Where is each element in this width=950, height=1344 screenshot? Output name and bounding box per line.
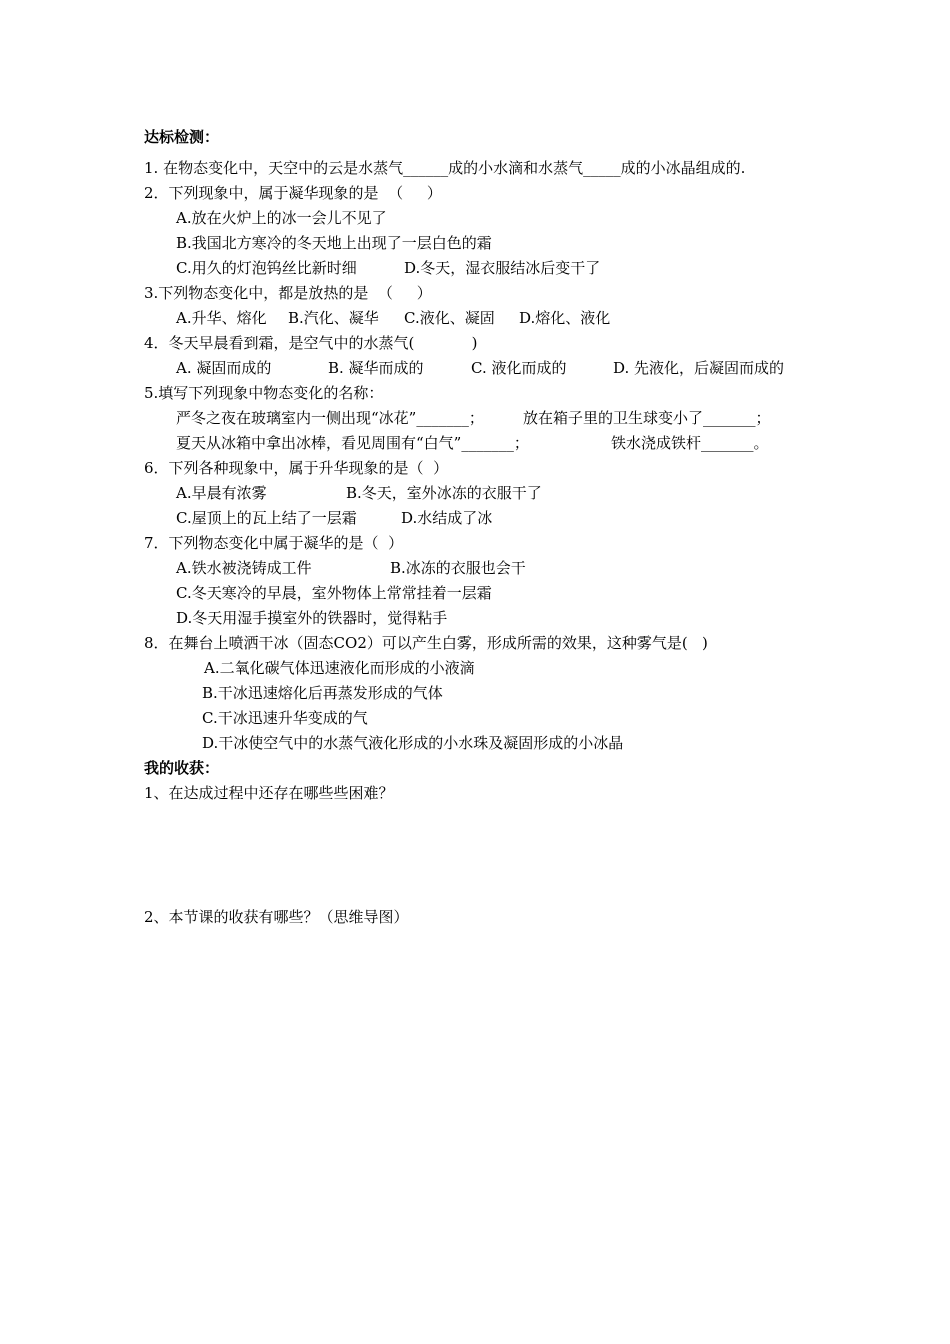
question-8-option-a: A.二氧化碳气体迅速液化而形成的小液滴 <box>204 659 475 677</box>
question-8-option-b: B.干冰迅速熔化后再蒸发形成的气体 <box>202 684 443 702</box>
question-4-option-d: D. 先液化，后凝固而成的 <box>613 359 785 377</box>
question-7-stem: 7．下列物态变化中属于凝华的是（ ） <box>144 534 404 552</box>
question-2-option-b: B.我国北方寒冷的冬天地上出现了一层白色的霜 <box>176 234 492 252</box>
question-8-option-d: D.干冰使空气中的水蒸气液化形成的小水珠及凝固形成的小冰晶 <box>202 734 624 752</box>
question-2-option-d: D.冬天，湿衣服结冰后变干了 <box>404 259 601 277</box>
question-6-option-c: C.屋顶上的瓦上结了一层霜 <box>176 509 357 527</box>
section-title-test: 达标检测： <box>144 128 220 146</box>
harvest-question-2: 2、本节课的收获有哪些？（思维导图） <box>144 908 409 926</box>
question-5-blank-mothball: 放在箱子里的卫生球变小了_______； <box>523 409 771 427</box>
question-4-option-c: C. 液化而成的 <box>471 359 567 377</box>
question-8-option-c: C.干冰迅速升华变成的气 <box>202 709 368 727</box>
question-6-option-a: A.早晨有浓雾 <box>176 484 267 502</box>
question-6-option-b: B.冬天，室外冰冻的衣服干了 <box>346 484 542 502</box>
question-3-option-a: A.升华、熔化 <box>176 309 267 327</box>
question-7-option-b: B.冰冻的衣服也会干 <box>390 559 526 577</box>
section-title-harvest: 我的收获： <box>144 759 220 777</box>
question-6-option-d: D.水结成了冰 <box>401 509 493 527</box>
question-8-stem: 8．在舞台上喷洒干冰（固态CO2）可以产生白雾，形成所需的效果，这种雾气是( ) <box>144 634 708 652</box>
question-5-blank-molten-iron: 铁水浇成铁杆_______。 <box>611 434 769 452</box>
question-3-option-d: D.熔化、液化 <box>519 309 611 327</box>
question-2-stem: 2．下列现象中，属于凝华现象的是 （ ） <box>144 184 442 202</box>
question-5-blank-frost-flower: 严冬之夜在玻璃室内一侧出现“冰花”_______； <box>176 409 484 427</box>
question-6-stem: 6．下列各种现象中，属于升华现象的是（ ） <box>144 459 449 477</box>
question-3-option-b: B.汽化、凝华 <box>288 309 379 327</box>
question-7-option-c: C.冬天寒冷的早晨，室外物体上常常挂着一层霜 <box>176 584 492 602</box>
question-7-option-a: A.铁水被浇铸成工件 <box>176 559 312 577</box>
question-7-option-d: D.冬天用湿手摸室外的铁器时，觉得粘手 <box>176 609 448 627</box>
harvest-question-1: 1、在达成过程中还存在哪些些困难？ <box>144 784 394 802</box>
question-1: 1. 在物态变化中，天空中的云是水蒸气______成的小水滴和水蒸气_____成的小冰晶组成的. <box>144 159 746 177</box>
question-5-blank-white-vapor: 夏天从冰箱中拿出冰棒，看见周围有“白气”_______； <box>176 434 529 452</box>
question-4-stem: 4．冬天早晨看到霜，是空气中的水蒸气( ) <box>144 334 478 352</box>
question-5-stem: 5.填写下列现象中物态变化的名称： <box>144 384 384 402</box>
question-3-option-c: C.液化、凝固 <box>404 309 495 327</box>
question-3-stem: 3.下列物态变化中，都是放热的是 （ ） <box>144 284 432 302</box>
question-4-option-b: B. 凝华而成的 <box>328 359 424 377</box>
question-4-option-a: A. 凝固而成的 <box>176 359 272 377</box>
question-2-option-a: A.放在火炉上的冰一会儿不见了 <box>176 209 387 227</box>
question-2-option-c: C.用久的灯泡钨丝比新时细 <box>176 259 357 277</box>
